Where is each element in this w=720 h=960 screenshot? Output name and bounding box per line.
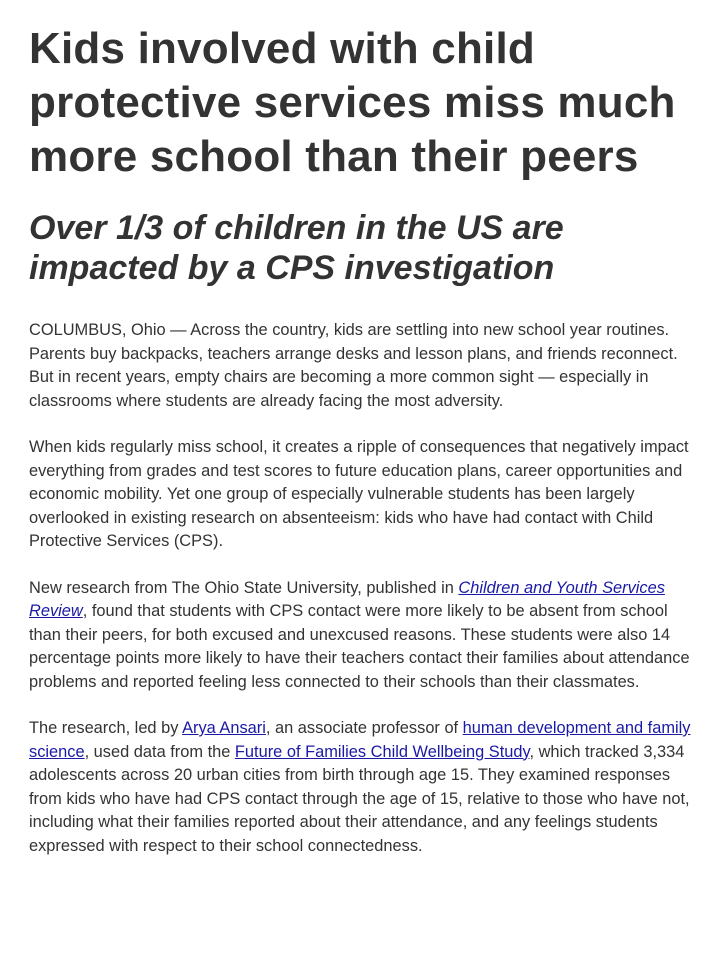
paragraph-3-text-after: , found that students with CPS contact were more likely to be absent from school than their peers, for both excused and unexcused reasons. These students were also 14 percentage points more likely to have their teachers contact their families about attendance problems and reported feeling less connected to their schools than their classmates. bbox=[29, 602, 690, 691]
paragraph-3 bbox=[29, 577, 694, 695]
journal-link[interactable]: Children and Youth Services Review bbox=[29, 578, 665, 620]
paragraph-4-text-1: The research, led by bbox=[29, 719, 183, 737]
paragraph-4 bbox=[29, 717, 694, 858]
article-subheadline: Over 1/3 of children in the US are impacted by a CPS investigation bbox=[29, 209, 564, 287]
paragraph-2: When kids regularly miss school, it creates a ripple of consequences that negatively impact everything from grades and test scores to future education plans, career opportunities and economic mobility. Yet one group of especially vulnerable students has been largely overlooked in existing research on absenteeism: kids who have had contact with Child Protective Services (CPS). bbox=[29, 438, 689, 550]
paragraph-4-text-2: , an associate professor of bbox=[265, 719, 463, 737]
study-link[interactable]: Future of Families Child Wellbeing Study bbox=[234, 742, 530, 761]
article-headline: Kids involved with child protective services miss much more school than their peers bbox=[29, 24, 676, 181]
paragraph-1: COLUMBUS, Ohio — Across the country, kids are settling into new school year routines. Parents buy backpacks, teachers arrange desks and lesson plans, and friends reconnect. But in recent years, empty chairs are becoming a more common sight — especially in classrooms where students are already facing the most adversity. bbox=[29, 321, 678, 410]
department-link[interactable]: human development and family science bbox=[29, 719, 691, 761]
paragraph-4-text-3: , used data from the bbox=[84, 742, 235, 761]
paragraph-4-text-4: , which tracked 3,334 adolescents across 20 urban cities from birth through age 15. They examined responses from kids who have had CPS contact through the age of 15, relative to those who have not, including what their families reported about their attendance, and any feelings students expressed with respect to their school connectedness. bbox=[29, 742, 690, 855]
paragraph-3-text-before: New research from The Ohio State University, published in bbox=[29, 578, 459, 597]
author-link[interactable]: Arya Ansari bbox=[182, 719, 266, 737]
